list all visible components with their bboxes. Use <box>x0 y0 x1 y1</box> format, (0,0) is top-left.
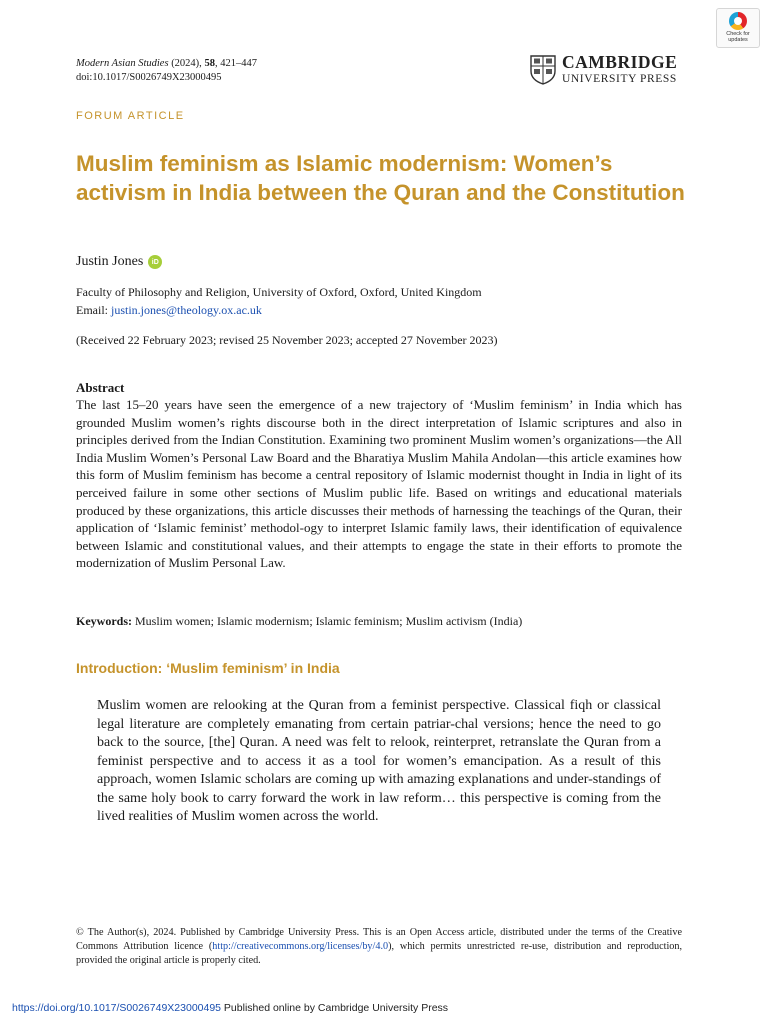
logo-sub-text: UNIVERSITY PRESS <box>562 72 677 85</box>
check-line-1: Check for <box>726 31 750 37</box>
copyright-notice <box>76 926 682 967</box>
cambridge-logo[interactable] <box>530 54 677 85</box>
journal-doi: doi:10.1017/S0026749X23000495 <box>76 72 222 83</box>
published-online-text: Published online by Cambridge University Press <box>221 1002 449 1014</box>
article-type: FORUM ARTICLE <box>76 110 185 122</box>
journal-name: Modern Asian Studies <box>76 58 169 69</box>
email-line <box>76 301 482 319</box>
page-footer <box>12 1002 448 1014</box>
introduction-heading: Introduction: ‘Muslim feminism’ in India <box>76 660 340 676</box>
article-title: Muslim feminism as Islamic modernism: Women’s activism in India between the Quran and the Constitution <box>76 151 685 205</box>
orcid-icon[interactable]: iD <box>148 255 162 269</box>
journal-volume: 58 <box>204 58 215 69</box>
journal-year: (2024), <box>168 58 205 69</box>
copyright-text-end: ), which permits unrestricted re-use, distribution and reproduction, provided the original article is properly cited. <box>76 940 683 966</box>
check-for-updates-badge[interactable] <box>716 8 760 48</box>
logo-main-text: CAMBRIDGE <box>562 52 678 72</box>
doi-link[interactable]: https://doi.org/10.1017/S0026749X23000495 <box>12 1002 222 1014</box>
block-quote: Muslim women are relooking at the Quran from a feminist perspective. Classical fiqh or classical legal literature are completely emanating from certain patriar-chal versions; hence the need to go back to the source, [the] Quran. A need was felt to relook, reinterpret, retranslate the Quran from a feminist perspective and to access it as a tool for women’s emancipation. As a result of this approach, women Islamic scholars are coming up with amazing explanations and under-standings of the same holy book to carry forward the work in law reform… this perspective is coming from the lived realities of Muslim women across the world. <box>97 698 661 824</box>
abstract-text: The last 15–20 years have seen the emergence of a new trajectory of ‘Muslim feminism’ in India which has grounded Muslim women’s rights discourse both in the direct interpretation of Islamic scriptures and also in principles derived from the Indian Constitution. Examining two prominent Muslim women’s organizations—the All India Muslim Women’s Personal Law Board and the Bharatiya Muslim Mahila Andolan—this article examines how this form of Muslim feminism has become a central repository of Islamic modernist thought in India in light of its perceived failure in some other sections of Muslim public life. Based on writings and educational materials produced by these organizations, this article discusses their methods of harnessing the teachings of the Quran, their application of ‘Islamic feminist’ methodol-ogy to interpret Islamic family laws, their identification of equivalence between Islamic and constitutional values, and their attempts to engage the state in their efforts to promote the modernization of Muslim Personal Law. <box>76 397 682 571</box>
abstract-heading: Abstract <box>76 380 125 395</box>
logo-wordmark <box>562 54 677 85</box>
cambridge-shield-icon <box>530 55 556 85</box>
copyright-text: © The Author(s), 2024. Published by Cambridge University Press. This is an Open Access article, distributed under the terms of the Creative Commons Attribution licence ( <box>76 927 682 952</box>
author-line <box>76 254 162 270</box>
journal-pages: , 421–447 <box>214 58 257 69</box>
check-line-2: updates <box>728 37 748 43</box>
check-for-updates-text <box>717 31 759 43</box>
license-link[interactable]: http://creativecommons.org/licenses/by/4.0 <box>212 940 389 952</box>
author-name[interactable]: Justin Jones <box>76 254 144 269</box>
keywords-text: Muslim women; Islamic modernism; Islamic feminism; Muslim activism (India) <box>132 614 523 628</box>
keywords <box>76 614 522 629</box>
received-dates: (Received 22 February 2023; revised 25 November 2023; accepted 27 November 2023) <box>76 333 498 347</box>
keywords-label: Keywords: <box>76 614 132 628</box>
journal-citation <box>76 57 257 85</box>
affiliation-block <box>76 283 482 319</box>
email-link[interactable]: justin.jones@theology.ox.ac.uk <box>111 303 262 317</box>
affiliation: Faculty of Philosophy and Religion, University of Oxford, Oxford, United Kingdom <box>76 285 482 299</box>
email-label: Email: <box>76 303 111 317</box>
crossmark-icon <box>729 12 747 30</box>
